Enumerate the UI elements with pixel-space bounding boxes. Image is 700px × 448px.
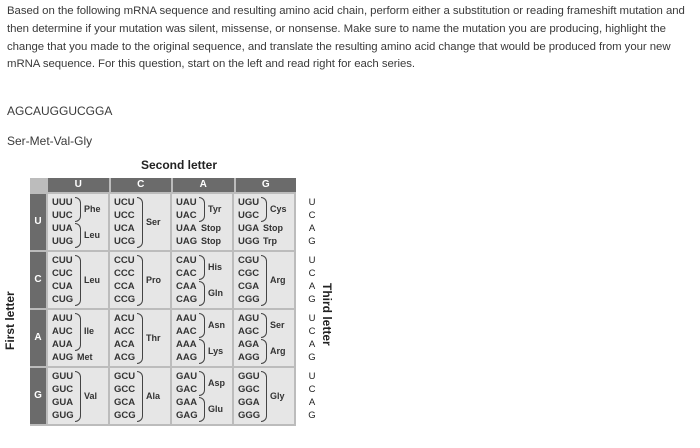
codon-bracket: [137, 371, 143, 422]
codon-cell-cg: [234, 252, 294, 308]
third-letter-g: G: [308, 294, 316, 305]
codon-ugu: UGU: [238, 197, 260, 208]
codon-bracket: [261, 255, 267, 306]
amino-acid-leu: Leu: [84, 274, 101, 285]
codon-gac: GAC: [176, 384, 198, 395]
amino-acid-leu: Leu: [84, 229, 101, 240]
codon-gcg: GCG: [114, 410, 136, 421]
codon-bracket: [75, 313, 81, 351]
codon-gaa: GAA: [176, 397, 198, 408]
codon-aua: AUA: [52, 339, 73, 350]
codon-bracket: [75, 255, 81, 306]
codon-bracket: [75, 223, 81, 248]
codon-bracket: [199, 281, 205, 306]
codon-ugc: UGC: [238, 210, 260, 221]
third-letter-c: C: [308, 268, 316, 279]
amino-acid-ile: Ile: [84, 326, 95, 336]
amino-acid-trp: Trp: [263, 236, 278, 246]
amino-acid-cys: Cys: [270, 203, 287, 214]
codon-guu: GUU: [52, 371, 74, 382]
codon-aug: AUG: [52, 352, 74, 363]
amino-acid-tyr: Tyr: [208, 203, 222, 214]
codon-aag: AAG: [176, 352, 198, 363]
codon-guc: GUC: [52, 384, 74, 395]
codon-gag: GAG: [176, 410, 198, 421]
codon-acc: ACC: [114, 326, 135, 337]
codon-cgu: CGU: [238, 255, 260, 266]
codon-cga: CGA: [238, 281, 260, 292]
second-letter-g: G: [236, 178, 297, 192]
codon-uaa: UAA: [176, 223, 197, 234]
codon-agg: AGG: [238, 352, 260, 363]
codon-cell-uu: [48, 194, 108, 250]
codon-bracket: [75, 197, 81, 222]
codon-cell-aa: [172, 310, 232, 366]
third-letter-a: A: [308, 223, 316, 234]
first-letter-c: C: [30, 252, 46, 308]
second-letter-u: U: [48, 178, 109, 192]
third-letter-column: [306, 194, 318, 426]
codon-acu: ACU: [114, 313, 135, 324]
second-letter-a: A: [173, 178, 234, 192]
amino-acid-arg: Arg: [270, 345, 286, 356]
amino-acid-glu: Glu: [208, 403, 223, 414]
codon-gug: GUG: [52, 410, 74, 421]
codon-cell-cu: [48, 252, 108, 308]
first-letter-a: A: [30, 310, 46, 366]
codon-cell-ga: [172, 368, 232, 424]
codon-cell-ua: [172, 194, 232, 250]
codon-ggg: GGG: [238, 410, 261, 421]
codon-gua: GUA: [52, 397, 74, 408]
codon-ccg: CCG: [114, 294, 136, 305]
codon-aca: ACA: [114, 339, 135, 350]
codon-table: [30, 178, 296, 426]
codon-cell-ca: [172, 252, 232, 308]
first-letter-column: [30, 194, 46, 426]
codon-cell-uc: [110, 194, 170, 250]
codon-cuu: CUU: [52, 255, 73, 266]
codon-cell-gg: [234, 368, 294, 424]
third-letter-u: U: [308, 313, 316, 324]
codon-acg: ACG: [114, 352, 136, 363]
amino-acid-ser: Ser: [146, 216, 161, 227]
codon-aau: AAU: [176, 313, 197, 324]
amino-acid-asn: Asn: [208, 319, 226, 330]
codon-cell-gc: [110, 368, 170, 424]
question-paragraph: Based on the following mRNA sequence and resulting amino acid chain, perform either a substitution or reading frameshift mutation and then determine if your mutation was silent, missense, or nonsense. Make sure to name the mutation you are producing, highlight the change that you made to the original sequence, and translate the resulting amino acid change that would be produced from your new mRNA sequence. For this question, start on the left and read right for each series.: [7, 5, 685, 71]
codon-bracket: [199, 397, 205, 422]
codon-cell-cc: [110, 252, 170, 308]
amino-acid-gly: Gly: [270, 390, 285, 401]
amino-acid-stop: Stop: [201, 236, 221, 246]
amino-acid-phe: Phe: [84, 203, 101, 214]
codon-auu: AUU: [52, 313, 73, 324]
codon-ucu: UCU: [114, 197, 135, 208]
codon-cac: CAC: [176, 268, 197, 279]
third-letter-g: G: [308, 236, 316, 247]
codon-ccc: CCC: [114, 268, 135, 279]
codon-cell-gu: [48, 368, 108, 424]
codon-cca: CCA: [114, 281, 135, 292]
codon-uua: UUA: [52, 223, 73, 234]
third-letter-g: G: [308, 352, 316, 363]
codon-bracket: [199, 255, 205, 280]
codon-ggu: GGU: [238, 371, 260, 382]
amino-acid-val: Val: [84, 390, 98, 401]
amino-acid-ser: Ser: [270, 319, 285, 330]
codon-bracket: [137, 313, 143, 364]
third-letter-u: U: [308, 197, 316, 208]
amino-acid-gln: Gln: [208, 287, 223, 298]
codon-bracket: [261, 313, 267, 338]
codon-bracket: [199, 339, 205, 364]
third-letter-a: A: [308, 281, 316, 292]
amino-acid-his: His: [208, 261, 223, 272]
amino-acid-thr: Thr: [146, 332, 161, 343]
codon-uuu: UUU: [52, 197, 73, 208]
codon-cell-ac: [110, 310, 170, 366]
first-letter-g: G: [30, 368, 46, 424]
codon-ccu: CCU: [114, 255, 135, 266]
amino-acid-arg: Arg: [270, 274, 286, 285]
codon-uga: UGA: [238, 223, 260, 234]
codon-bracket: [75, 371, 81, 422]
third-letter-u: U: [308, 255, 316, 266]
codon-uac: UAC: [176, 210, 197, 221]
codon-bracket: [137, 197, 143, 248]
codon-ggc: GGC: [238, 384, 260, 395]
codon-uau: UAU: [176, 197, 197, 208]
codon-gca: GCA: [114, 397, 136, 408]
codon-bracket: [199, 371, 205, 396]
codon-aaa: AAA: [176, 339, 197, 350]
codon-bracket: [199, 197, 205, 222]
codon-uag: UAG: [176, 236, 198, 247]
amino-acid-pro: Pro: [146, 274, 162, 285]
codon-cuc: CUC: [52, 268, 73, 279]
codon-uca: UCA: [114, 223, 135, 234]
codon-aac: AAC: [176, 326, 197, 337]
third-letter-c: C: [308, 210, 316, 221]
amino-acid-chain: Ser-Met-Val-Gly: [7, 134, 93, 148]
third-letter-c: C: [308, 384, 316, 395]
codon-aga: AGA: [238, 339, 260, 350]
mrna-sequence: AGCAUGGUCGGA: [7, 104, 113, 118]
amino-acid-asp: Asp: [208, 377, 226, 388]
second-letter-title: Second letter: [140, 158, 218, 172]
codon-cua: CUA: [52, 281, 73, 292]
codon-bracket: [199, 313, 205, 338]
first-letter-title: First letter: [3, 291, 17, 350]
codon-cell-ug: [234, 194, 294, 250]
codon-ucg: UCG: [114, 236, 136, 247]
amino-acid-met: Met: [77, 352, 93, 362]
codon-ucc: UCC: [114, 210, 135, 221]
third-letter-a: A: [308, 397, 316, 408]
codon-cgg: CGG: [238, 294, 260, 305]
codon-ugg: UGG: [238, 236, 260, 247]
codon-cgc: CGC: [238, 268, 260, 279]
amino-acid-stop: Stop: [263, 223, 283, 233]
second-letter-c: C: [111, 178, 172, 192]
codon-cug: CUG: [52, 294, 74, 305]
codon-cell-ag: [234, 310, 294, 366]
codon-gcu: GCU: [114, 371, 136, 382]
codon-agu: AGU: [238, 313, 260, 324]
third-letter-g: G: [308, 410, 316, 421]
codon-gcc: GCC: [114, 384, 136, 395]
first-letter-u: U: [30, 194, 46, 250]
amino-acid-stop: Stop: [201, 223, 221, 233]
second-letter-header-row: [48, 178, 296, 192]
codon-cag: CAG: [176, 294, 198, 305]
codon-cell-au: [48, 310, 108, 366]
codon-agc: AGC: [238, 326, 260, 337]
third-letter-title: Third letter: [320, 283, 334, 346]
codon-bracket: [137, 255, 143, 306]
codon-cau: CAU: [176, 255, 197, 266]
codon-caa: CAA: [176, 281, 197, 292]
codon-auc: AUC: [52, 326, 73, 337]
codon-bracket: [261, 339, 267, 364]
codon-bracket: [261, 197, 267, 222]
codon-gga: GGA: [238, 397, 260, 408]
codon-bracket: [261, 371, 267, 422]
codon-uuc: UUC: [52, 210, 73, 221]
third-letter-c: C: [308, 326, 316, 337]
codon-uug: UUG: [52, 236, 74, 247]
third-letter-a: A: [308, 339, 316, 350]
amino-acid-ala: Ala: [146, 390, 161, 401]
codon-gau: GAU: [176, 371, 198, 382]
third-letter-u: U: [308, 371, 316, 382]
amino-acid-lys: Lys: [208, 345, 224, 356]
